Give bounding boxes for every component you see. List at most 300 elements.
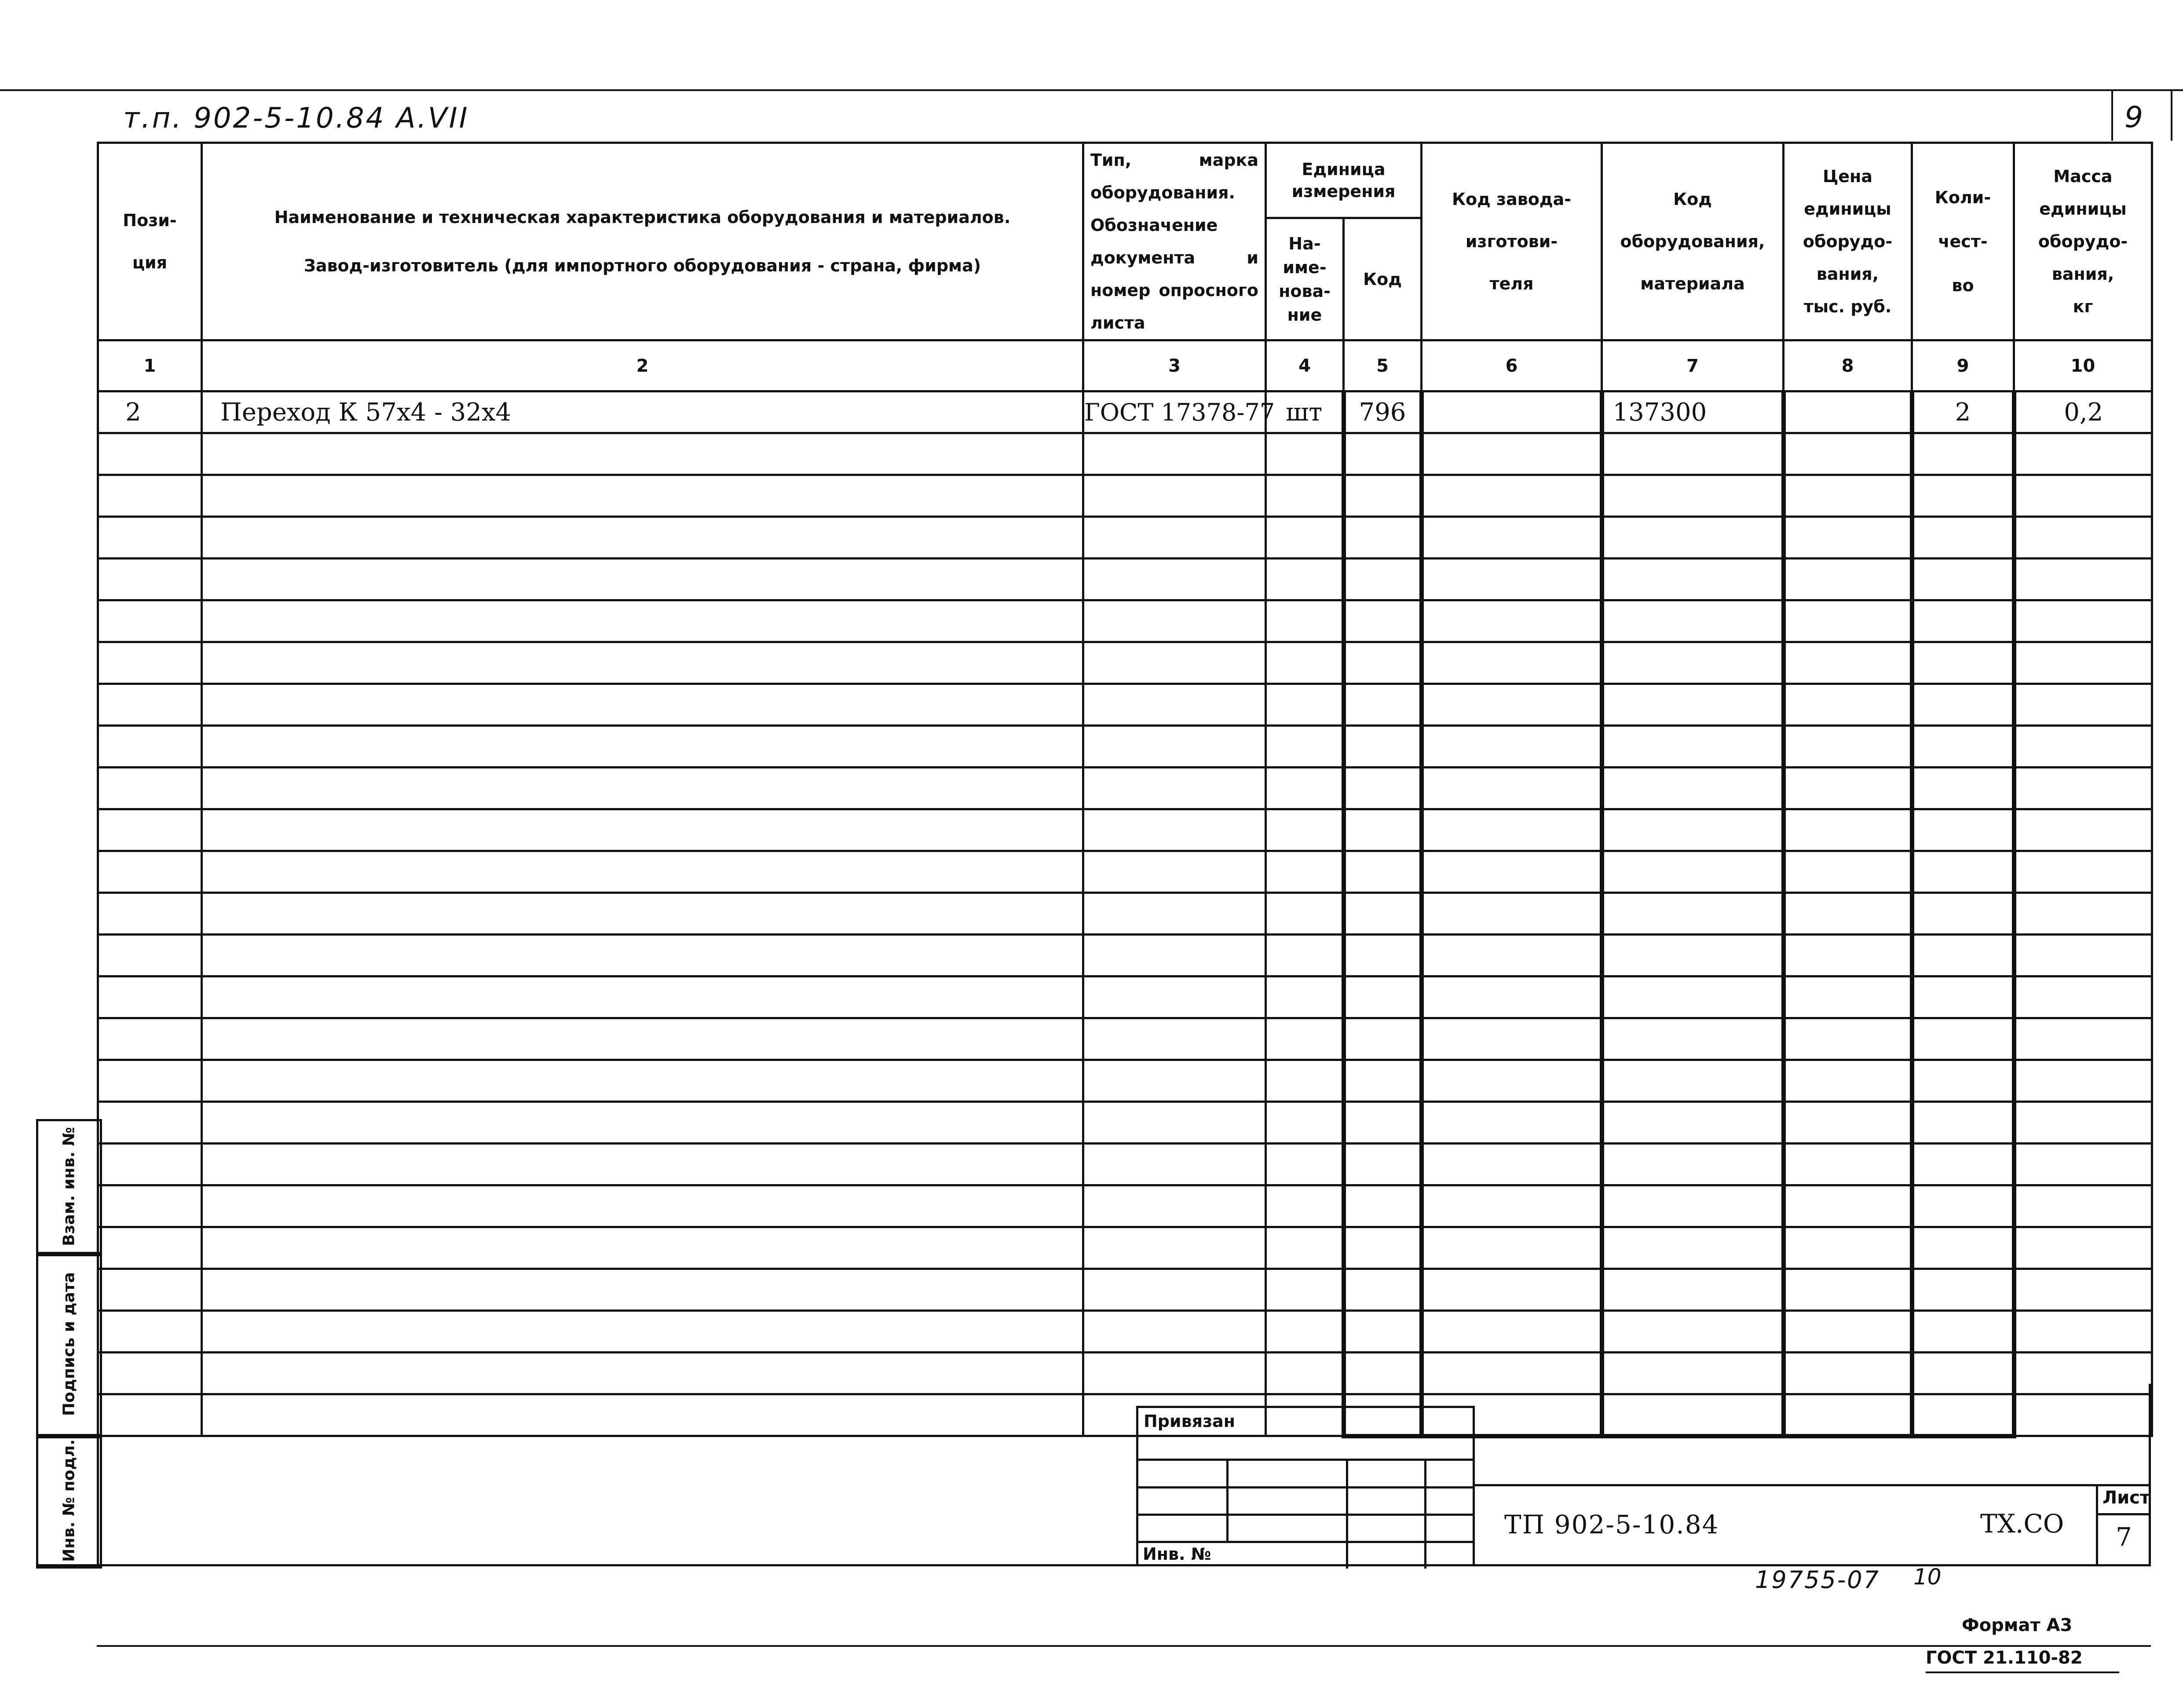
table-cell: [1912, 977, 2014, 1018]
column-number: 4: [1266, 340, 1344, 391]
table-row-empty: [98, 726, 2152, 768]
table-cell: [2014, 726, 2152, 768]
table-cell: [1083, 1185, 1266, 1227]
table-row-empty: [98, 475, 2152, 517]
table-cell: [1784, 1353, 1912, 1394]
table-cell: [2014, 1394, 2152, 1436]
table-cell: [1083, 726, 1266, 768]
table-cell: [1784, 1102, 1912, 1144]
table-cell: [202, 642, 1083, 684]
table-cell: [202, 1102, 1083, 1144]
table-cell: [2014, 1311, 2152, 1353]
table-cell: [1912, 1060, 2014, 1102]
table-row-empty: [98, 1394, 2152, 1436]
page-number-frame-right: [2171, 90, 2172, 141]
table-cell: [1602, 1311, 1784, 1353]
side-label-replacement-inv: Взам. инв. №: [60, 1127, 78, 1246]
table-row-empty: [98, 642, 2152, 684]
table-cell: [1344, 642, 1422, 684]
table-cell: [1083, 684, 1266, 726]
table-row-empty: [98, 1311, 2152, 1353]
table-cell: [98, 1353, 202, 1394]
format-underline: [97, 1645, 2151, 1647]
table-cell: [1602, 1394, 1784, 1436]
table-cell: [1784, 559, 1912, 600]
side-label-signature-date: Подпись и дата: [60, 1272, 78, 1416]
table-cell: [1912, 1144, 2014, 1185]
table-cell: [1266, 1144, 1344, 1185]
header-name-line1: Наименование и техническая характеристика оборудования и материалов.: [274, 208, 1011, 227]
table-cell: [1266, 935, 1344, 977]
table-cell: [2014, 517, 2152, 559]
table-cell: [1266, 1102, 1344, 1144]
table-cell: [98, 1144, 202, 1185]
table-cell: [98, 1018, 202, 1060]
table-cell: [1422, 1311, 1602, 1353]
table-row-empty: [98, 768, 2152, 809]
table-cell: [1784, 517, 1912, 559]
column-number: 9: [1912, 340, 2014, 391]
table-cell: [2014, 1269, 2152, 1311]
cell-quantity: 2: [1912, 391, 2014, 433]
table-cell: [1344, 768, 1422, 809]
sheet-label: Лист: [2103, 1488, 2150, 1508]
table-cell: [2014, 809, 2152, 851]
table-cell: [1083, 642, 1266, 684]
table-cell: [1602, 851, 1784, 893]
table-cell: [1344, 1102, 1422, 1144]
table-cell: [1344, 1311, 1422, 1353]
table-cell: [98, 1185, 202, 1227]
table-cell: [1602, 433, 1784, 475]
table-cell: [202, 768, 1083, 809]
table-cell: [1083, 1144, 1266, 1185]
table-cell: [1602, 642, 1784, 684]
title-block-top: [1475, 1484, 2151, 1486]
table-cell: [1912, 726, 2014, 768]
table-cell: [1266, 642, 1344, 684]
table-cell: [98, 851, 202, 893]
header-equipment-code: Код оборудования, материала: [1602, 143, 1784, 340]
table-row-empty: [98, 809, 2152, 851]
table-cell: [2014, 600, 2152, 642]
table-cell: [98, 475, 202, 517]
table-cell: [1344, 1353, 1422, 1394]
column-number: 10: [2014, 340, 2152, 391]
table-cell: [1602, 1353, 1784, 1394]
table-row-empty: [98, 1060, 2152, 1102]
table-cell: [1266, 433, 1344, 475]
header-unit-code: Код: [1344, 218, 1422, 340]
binding-block: [1136, 1406, 1475, 1566]
column-number-row: [98, 340, 2152, 391]
table-cell: [202, 1018, 1083, 1060]
cell-name: Переход К 57х4 - 32х4: [202, 391, 1083, 433]
page-number: 9: [2124, 100, 2143, 134]
table-cell: [1912, 642, 2014, 684]
table-cell: [1083, 1269, 1266, 1311]
side-stamp-replacement-inv: [36, 1119, 102, 1256]
table-cell: [1266, 893, 1344, 935]
table-cell: [1422, 726, 1602, 768]
table-cell: [1602, 517, 1784, 559]
table-cell: [1784, 768, 1912, 809]
table-cell: [1602, 935, 1784, 977]
header-position: Пози- ция: [98, 143, 202, 340]
table-row-empty: [98, 600, 2152, 642]
table-cell: [2014, 475, 2152, 517]
table-cell: [2014, 1227, 2152, 1269]
table-cell: [1784, 726, 1912, 768]
side-label-original-inv: Инв. № подл.: [60, 1439, 78, 1562]
table-cell: [1602, 1227, 1784, 1269]
table-cell: [98, 1102, 202, 1144]
table-cell: [1083, 600, 1266, 642]
top-border-line: [0, 89, 2183, 91]
table-cell: [202, 1060, 1083, 1102]
table-cell: [202, 809, 1083, 851]
table-cell: [1602, 1060, 1784, 1102]
table-cell: [1083, 977, 1266, 1018]
table-cell: [1422, 1269, 1602, 1311]
header-price: Цена единицы оборудо- вания, тыс. руб.: [1784, 143, 1912, 340]
table-cell: [202, 977, 1083, 1018]
header-unit-name: На- име- нова- ние: [1266, 218, 1344, 340]
table-cell: [2014, 893, 2152, 935]
table-row-empty: [98, 1353, 2152, 1394]
table-cell: [1912, 684, 2014, 726]
table-cell: [1602, 600, 1784, 642]
table-cell: [1912, 517, 2014, 559]
table-cell: [1422, 1227, 1602, 1269]
table-cell: [202, 1311, 1083, 1353]
table-cell: [98, 726, 202, 768]
table-cell: [1083, 1353, 1266, 1394]
table-row-empty: [98, 851, 2152, 893]
table-cell: [1784, 1227, 1912, 1269]
table-cell: [1344, 1144, 1422, 1185]
table-cell: [1422, 1102, 1602, 1144]
table-cell: [1344, 600, 1422, 642]
table-cell: [98, 1060, 202, 1102]
table-row-empty: [98, 1144, 2152, 1185]
table-cell: [202, 475, 1083, 517]
table-cell: [1083, 851, 1266, 893]
table-cell: [1784, 1185, 1912, 1227]
table-cell: [98, 433, 202, 475]
table-cell: [202, 726, 1083, 768]
table-cell: [1784, 684, 1912, 726]
table-row-empty: [98, 684, 2152, 726]
table-cell: [1266, 475, 1344, 517]
table-cell: [1602, 684, 1784, 726]
binding-divider: [1226, 1459, 1229, 1542]
table-cell: [98, 684, 202, 726]
table-cell: [1344, 1227, 1422, 1269]
table-cell: [1266, 977, 1344, 1018]
table-row-empty: [98, 1018, 2152, 1060]
page-number-frame: [2111, 90, 2113, 141]
table-cell: [1266, 851, 1344, 893]
table-cell: [1422, 1144, 1602, 1185]
table-cell: [202, 851, 1083, 893]
table-cell: [2014, 684, 2152, 726]
table-cell: [202, 893, 1083, 935]
table-cell: [1266, 1227, 1344, 1269]
specification-table: [97, 142, 2153, 1438]
table-cell: [98, 935, 202, 977]
table-cell: [1344, 684, 1422, 726]
table-cell: [202, 684, 1083, 726]
table-cell: [1422, 1060, 1602, 1102]
table-cell: [1083, 809, 1266, 851]
table-cell: [1912, 935, 2014, 977]
table-cell: [1083, 893, 1266, 935]
table-row: [98, 391, 2152, 433]
sheet-box-divider: [2096, 1513, 2151, 1515]
handwritten-doc-code: т.п. 902-5-10.84 А.VII: [123, 102, 469, 135]
column-number: 6: [1422, 340, 1602, 391]
table-cell: [1912, 851, 2014, 893]
table-cell: [1784, 600, 1912, 642]
table-cell: [1602, 1144, 1784, 1185]
table-cell: [1912, 559, 2014, 600]
sheet-number: 7: [2116, 1522, 2132, 1552]
standard-label: ГОСТ 21.110-82: [1926, 1648, 2083, 1668]
table-cell: [1422, 600, 1602, 642]
table-cell: [1083, 1060, 1266, 1102]
side-stamp-signature-date: [36, 1252, 102, 1438]
table-row-empty: [98, 1102, 2152, 1144]
table-cell: [1422, 1018, 1602, 1060]
table-cell: [1422, 684, 1602, 726]
format-label: Формат А3: [1962, 1615, 2073, 1635]
column-number: 7: [1602, 340, 1784, 391]
table-cell: [2014, 851, 2152, 893]
column-number: 5: [1344, 340, 1422, 391]
standard-underline: [1926, 1671, 2119, 1673]
table-cell: [98, 1269, 202, 1311]
table-cell: [1422, 517, 1602, 559]
table-cell: [1784, 977, 1912, 1018]
frame-right: [2149, 1384, 2151, 1566]
table-cell: [1083, 517, 1266, 559]
table-cell: [1344, 1269, 1422, 1311]
table-cell: [1784, 809, 1912, 851]
table-cell: [1912, 1311, 2014, 1353]
table-cell: [1602, 977, 1784, 1018]
table-cell: [1784, 935, 1912, 977]
header-maker-code: Код завода- изготови- теля: [1422, 143, 1602, 340]
table-cell: [1912, 1227, 2014, 1269]
table-cell: [1266, 600, 1344, 642]
binding-label: Привязан: [1144, 1412, 1236, 1431]
table-cell: [1266, 517, 1344, 559]
table-cell: [1422, 851, 1602, 893]
table-cell: [98, 1227, 202, 1269]
table-cell: [1602, 1185, 1784, 1227]
table-cell: [2014, 559, 2152, 600]
header-mass: Масса единицы оборудо- вания, кг: [2014, 143, 2152, 340]
table-cell: [1784, 1018, 1912, 1060]
header-type: Тип, марка оборудования. Обозначение документа и номер опросного листа: [1083, 143, 1266, 340]
table-cell: [202, 1185, 1083, 1227]
table-cell: [1266, 1018, 1344, 1060]
column-number: 8: [1784, 340, 1912, 391]
header-quantity: Коли- чест- во: [1912, 143, 2014, 340]
cell-type: ГОСТ 17378-77: [1083, 391, 1266, 433]
table-cell: [1266, 809, 1344, 851]
table-cell: [1266, 1060, 1344, 1102]
cell-unit-name: шт: [1266, 391, 1344, 433]
archive-number: 19755-07: [1755, 1566, 1880, 1594]
table-cell: [1912, 1018, 2014, 1060]
table-cell: [1422, 809, 1602, 851]
table-cell: [1602, 559, 1784, 600]
table-cell: [1784, 1060, 1912, 1102]
table-cell: [202, 1269, 1083, 1311]
header-name-line2: Завод-изготовитель (для импортного оборудования - страна, фирма): [303, 256, 981, 275]
table-cell: [2014, 1185, 2152, 1227]
table-cell: [2014, 768, 2152, 809]
column-number: 3: [1083, 340, 1266, 391]
table-cell: [1912, 600, 2014, 642]
table-cell: [1784, 1311, 1912, 1353]
table-row-empty: [98, 1227, 2152, 1269]
cell-position: 2: [98, 391, 202, 433]
table-cell: [1083, 935, 1266, 977]
table-cell: [1784, 433, 1912, 475]
table-cell: [98, 642, 202, 684]
table-cell: [1083, 1227, 1266, 1269]
table-cell: [1602, 475, 1784, 517]
table-cell: [98, 977, 202, 1018]
table-cell: [1912, 475, 2014, 517]
table-cell: [1422, 768, 1602, 809]
sheet-box-left: [2096, 1484, 2098, 1566]
table-cell: [1422, 433, 1602, 475]
table-cell: [1083, 559, 1266, 600]
table-cell: [1784, 642, 1912, 684]
table-row-empty: [98, 517, 2152, 559]
table-cell: [1912, 433, 2014, 475]
table-cell: [1344, 935, 1422, 977]
table-cell: [1083, 1102, 1266, 1144]
column-number: 2: [202, 340, 1083, 391]
table-cell: [1784, 893, 1912, 935]
table-cell: [2014, 1060, 2152, 1102]
binding-divider: [1424, 1459, 1426, 1569]
table-cell: [1602, 809, 1784, 851]
table-cell: [1784, 851, 1912, 893]
table-cell: [98, 559, 202, 600]
table-row-empty: [98, 977, 2152, 1018]
table-cell: [1083, 433, 1266, 475]
cell-equipment-code: 137300: [1602, 391, 1784, 433]
cell-mass: 0,2: [2014, 391, 2152, 433]
table-cell: [2014, 1144, 2152, 1185]
cell-maker-code: [1422, 391, 1602, 433]
frame-left: [97, 1384, 99, 1564]
table-cell: [1344, 517, 1422, 559]
table-cell: [2014, 977, 2152, 1018]
table-cell: [1422, 935, 1602, 977]
table-cell: [1602, 1269, 1784, 1311]
table-cell: [98, 1394, 202, 1436]
table-cell: [202, 1227, 1083, 1269]
table-cell: [98, 768, 202, 809]
table-cell: [98, 893, 202, 935]
title-doc-code: ТП 902-5-10.84: [1504, 1510, 1719, 1540]
table-cell: [1602, 1018, 1784, 1060]
table-cell: [202, 600, 1083, 642]
table-cell: [1912, 768, 2014, 809]
table-cell: [1344, 726, 1422, 768]
binding-divider: [1346, 1459, 1348, 1569]
table-cell: [202, 433, 1083, 475]
table-cell: [1266, 1353, 1344, 1394]
table-cell: [1266, 726, 1344, 768]
table-cell: [1266, 768, 1344, 809]
table-cell: [1422, 893, 1602, 935]
table-cell: [1083, 1018, 1266, 1060]
table-cell: [1602, 726, 1784, 768]
table-row-empty: [98, 1269, 2152, 1311]
table-cell: [1602, 1102, 1784, 1144]
table-row-empty: [98, 1185, 2152, 1227]
table-cell: [1422, 559, 1602, 600]
table-cell: [1083, 475, 1266, 517]
table-cell: [1602, 893, 1784, 935]
table-cell: [1344, 1185, 1422, 1227]
inv-number-label: Инв. №: [1143, 1544, 1211, 1564]
header-unit-group: Единица измерения: [1266, 143, 1422, 218]
table-cell: [1912, 1102, 2014, 1144]
table-cell: [202, 559, 1083, 600]
table-cell: [1602, 768, 1784, 809]
table-cell: [1784, 1144, 1912, 1185]
cell-price: [1784, 391, 1912, 433]
table-cell: [1344, 893, 1422, 935]
table-cell: [1912, 893, 2014, 935]
table-cell: [2014, 642, 2152, 684]
table-cell: [98, 809, 202, 851]
cell-unit-code: 796: [1344, 391, 1422, 433]
table-cell: [202, 935, 1083, 977]
table-cell: [1344, 977, 1422, 1018]
table-cell: [1266, 1269, 1344, 1311]
table-cell: [2014, 1102, 2152, 1144]
table-cell: [98, 600, 202, 642]
table-cell: [1422, 642, 1602, 684]
table-cell: [1422, 977, 1602, 1018]
table-cell: [2014, 433, 2152, 475]
table-cell: [202, 1353, 1083, 1394]
header-name: [202, 143, 1083, 340]
table-cell: [98, 1311, 202, 1353]
table-cell: [1784, 475, 1912, 517]
table-cell: [1422, 1353, 1602, 1394]
table-cell: [1083, 768, 1266, 809]
table-cell: [2014, 1353, 2152, 1394]
table-cell: [1266, 1185, 1344, 1227]
table-cell: [1266, 559, 1344, 600]
table-cell: [1912, 1394, 2014, 1436]
table-cell: [1344, 475, 1422, 517]
column-number: 1: [98, 340, 202, 391]
table-cell: [1083, 1311, 1266, 1353]
table-cell: [1912, 1353, 2014, 1394]
